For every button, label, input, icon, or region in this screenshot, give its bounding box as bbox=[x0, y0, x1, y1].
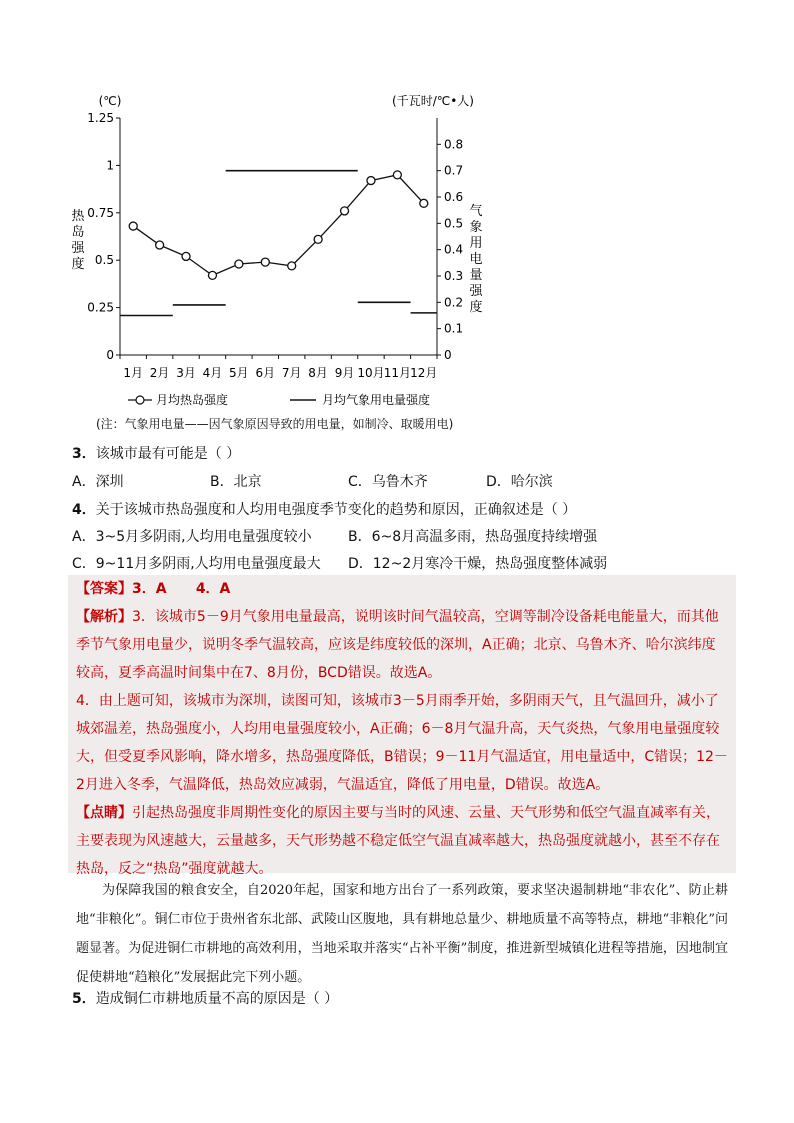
q4-option-a[interactable]: A．3~5月多阴雨,人均用电量强度较小 bbox=[72, 529, 312, 545]
heat-point bbox=[129, 222, 137, 230]
heat-island-chart bbox=[60, 85, 483, 415]
answer-line bbox=[76, 575, 728, 603]
legend-label-power: 月均气象用电量强度 bbox=[322, 393, 431, 407]
series-heat-island-line bbox=[133, 175, 424, 275]
heat-point bbox=[420, 199, 428, 207]
left-axis-unit: (℃) bbox=[98, 94, 122, 108]
right-tick-label: 0.6 bbox=[444, 190, 464, 204]
analysis-para-1 bbox=[76, 603, 728, 687]
q3-option-c[interactable]: C．乌鲁木齐 bbox=[348, 474, 428, 490]
question-4-number: 4． bbox=[72, 502, 96, 518]
q3-option-b[interactable]: B．北京 bbox=[210, 474, 262, 490]
right-axis-unit: (千瓦时/℃•人) bbox=[392, 94, 474, 108]
x-tick-label: 12月 bbox=[410, 366, 438, 380]
q4-option-c[interactable]: C．9~11月多阴雨,人均用电量强度最大 bbox=[72, 556, 321, 572]
right-tick-label: 0.3 bbox=[444, 269, 464, 283]
heat-point bbox=[314, 235, 322, 243]
reading-passage: 为保障我国的粮食安全，自2020年起，国家和地方出台了一系列政策，要求坚决遏制耕地“非农化”、防止耕地“非粮化”。铜仁市位于贵州省东北部、武陵山区腹地，具有耕地总量少、耕地质量不高等特点，耕地“非粮化”问题显著。为促进铜仁市耕地的高效利用，当地采取并落实“占补平衡”制度，推进新型城镇化进程等措施，因地制宜促使耕地“趋粮化”发展据此完下列小题。 bbox=[76, 883, 728, 985]
left-tick-label: 0.25 bbox=[87, 300, 114, 315]
q3-option-a[interactable]: A．深圳 bbox=[72, 474, 124, 490]
right-tick-label: 0.8 bbox=[444, 137, 464, 152]
left-tick-label: 1 bbox=[106, 158, 114, 173]
question-4 bbox=[72, 499, 576, 519]
heat-point bbox=[182, 252, 190, 260]
x-tick-label: 2月 bbox=[149, 366, 170, 380]
answer-text: 3．A 4．A bbox=[132, 581, 231, 597]
left-axis-title: 热岛强度 bbox=[71, 209, 85, 272]
q4-option-b[interactable]: B．6~8月高温多雨，热岛强度持续增强 bbox=[348, 529, 598, 545]
q4-option-d[interactable]: D．12~2月寒冷干燥，热岛强度整体减弱 bbox=[348, 556, 608, 572]
right-tick-label: 0 bbox=[444, 348, 452, 362]
left-tick-label: 1.25 bbox=[87, 111, 114, 125]
heat-point bbox=[261, 258, 269, 266]
legend-marker-heat bbox=[136, 396, 144, 404]
tip-text: 引起热岛强度非周期性变化的原因主要与当时的风速、云量、天气形势和低空气温直减率有关，主要表现为风速越大，云量越多，天气形势越不稳定低空气温直减率越大，热岛强度就越小，甚至不存在热岛，反之“热岛”强度就越大。 bbox=[76, 805, 720, 877]
question-5-text: 造成铜仁市耕地质量不高的原因是（ ） bbox=[95, 991, 339, 1007]
tip-tag: 【点睛】 bbox=[76, 805, 132, 821]
heat-point bbox=[393, 171, 401, 179]
analysis-tag: 【解析】 bbox=[76, 609, 132, 625]
right-tick-label: 0.5 bbox=[444, 216, 464, 231]
left-tick-label: 0.5 bbox=[94, 253, 114, 268]
question-3-text: 该城市最有可能是（ ） bbox=[95, 446, 241, 462]
x-tick-label: 4月 bbox=[202, 366, 223, 380]
x-tick-label: 8月 bbox=[308, 366, 328, 380]
x-tick-label: 7月 bbox=[281, 366, 302, 380]
q3-option-d[interactable]: D．哈尔滨 bbox=[486, 474, 553, 490]
x-tick-label: 5月 bbox=[229, 366, 249, 380]
legend bbox=[128, 392, 430, 407]
x-tick-label: 3月 bbox=[176, 366, 196, 380]
x-tick-label: 10月 bbox=[357, 366, 385, 380]
analysis-para-2: 4．由上题可知，该城市为深圳，读图可知，该城市3－5月雨季开始，多阴雨天气，且气温回升，减小了城郊温差，热岛强度小，人均用电量强度较小，A正确；6－8月气温升高，天气炎热，气象用电量强度较大，但受夏季风影响，降水增多，热岛强度降低，B错误；9－11月气温适宜，用电量适中，C错误；12－2月进入冬季，气温降低，热岛效应减弱，气温适宜，降低了用电量，D错误。故选A。 bbox=[76, 693, 728, 793]
heat-point bbox=[235, 260, 243, 268]
heat-point bbox=[341, 207, 349, 215]
left-tick-label: 0.75 bbox=[87, 205, 114, 220]
analysis-text-1: 3．该城市5－9月气象用电量最高，说明该时间气温较高，空调等制冷设备耗电能量大，而其他季节气象用电量少，说明冬季气温较高，应该是纬度较低的深圳，A正确；北京、乌鲁木齐、哈尔滨纬度较高，夏季高温时间集中在7、8月份，BCD错误。故选A。 bbox=[76, 609, 719, 681]
chart-note: (注：气象用电量——因气象原因导致的用电量，如制冷、取暖用电) bbox=[96, 417, 454, 431]
right-axis-title: 气象用电量强度 bbox=[469, 204, 483, 315]
tip-para bbox=[76, 799, 728, 883]
right-tick-label: 0.1 bbox=[444, 321, 464, 336]
x-tick-label: 1月 bbox=[123, 366, 144, 380]
question-5 bbox=[72, 988, 338, 1008]
answer-content bbox=[76, 575, 728, 883]
legend-label-heat: 月均热岛强度 bbox=[156, 393, 229, 407]
left-tick-label: 0 bbox=[106, 348, 114, 362]
right-tick-label: 0.2 bbox=[444, 295, 464, 310]
right-tick-label: 0.7 bbox=[444, 163, 464, 178]
heat-point bbox=[208, 271, 216, 279]
question-4-text: 关于该城市热岛强度和人均用电强度季节变化的趋势和原因，正确叙述是（ ） bbox=[95, 502, 577, 518]
question-3 bbox=[72, 443, 240, 463]
heat-point bbox=[156, 241, 164, 249]
heat-point bbox=[367, 177, 375, 185]
x-tick-label: 11月 bbox=[383, 366, 412, 380]
question-3-number: 3． bbox=[72, 446, 96, 462]
heat-point bbox=[288, 262, 296, 270]
x-tick-label: 9月 bbox=[334, 366, 355, 380]
x-tick-label: 6月 bbox=[255, 366, 276, 380]
question-5-number: 5． bbox=[72, 991, 96, 1007]
right-tick-label: 0.4 bbox=[444, 242, 464, 257]
answer-tag: 【答案】 bbox=[76, 581, 132, 597]
